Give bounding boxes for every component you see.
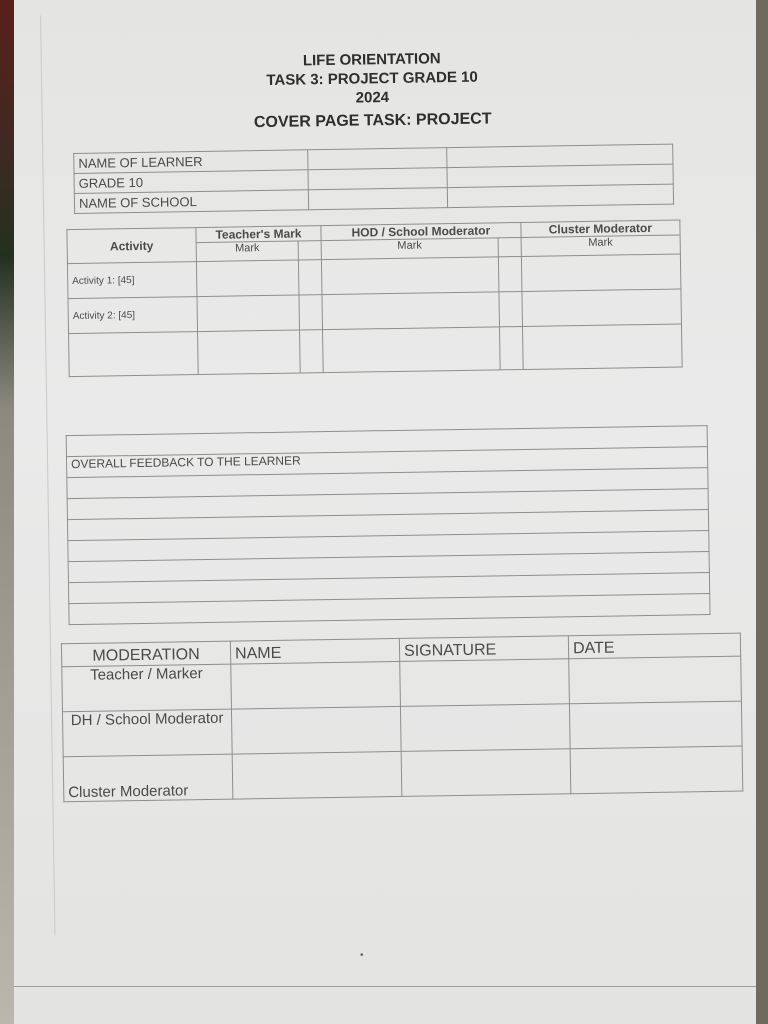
grade-label: GRADE 10 bbox=[74, 170, 308, 194]
activity-header: Activity bbox=[67, 228, 197, 264]
cover-page bbox=[40, 4, 755, 935]
feedback-title: OVERALL FEEDBACK TO THE LEARNER bbox=[66, 447, 707, 478]
date-header: DATE bbox=[568, 633, 740, 659]
hod-gap-cell bbox=[498, 237, 521, 256]
total-teacher-mark[interactable] bbox=[198, 330, 301, 375]
dh-school-moderator-label: DH / School Moderator bbox=[62, 709, 232, 757]
teacher-date-field[interactable] bbox=[569, 656, 742, 704]
learner-info-table bbox=[73, 144, 674, 214]
cover-title: COVER PAGE TASK: PROJECT bbox=[253, 110, 492, 132]
activity-2-cluster-mark[interactable] bbox=[522, 289, 682, 326]
year: 2024 bbox=[355, 89, 390, 107]
learner-name-label: NAME OF LEARNER bbox=[74, 150, 308, 174]
activity-1-hod-mark[interactable] bbox=[321, 257, 498, 295]
feedback-table bbox=[66, 425, 711, 625]
task-title: TASK 3: PROJECT GRADE 10 bbox=[266, 68, 478, 89]
cluster-signature-field[interactable] bbox=[401, 749, 571, 797]
teacher-gap-cell bbox=[298, 241, 321, 260]
gap-cell bbox=[300, 330, 324, 373]
gap-cell bbox=[299, 295, 323, 330]
grade-field[interactable] bbox=[308, 168, 447, 190]
cluster-moderator-label: Cluster Moderator bbox=[63, 754, 233, 802]
gap-cell bbox=[498, 256, 522, 291]
activity-2-hod-mark[interactable] bbox=[322, 292, 499, 330]
teacher-marker-label: Teacher / Marker bbox=[62, 664, 232, 712]
name-header: NAME bbox=[230, 638, 399, 664]
cluster-moderator-header: Cluster Moderator bbox=[521, 220, 680, 237]
gap-cell bbox=[298, 260, 322, 295]
teacher-name-field[interactable] bbox=[231, 661, 401, 709]
signature-header: SIGNATURE bbox=[399, 636, 568, 662]
moderation-header: MODERATION bbox=[61, 641, 230, 667]
hod-moderator-header: HOD / School Moderator bbox=[321, 222, 521, 240]
teacher-signature-field[interactable] bbox=[400, 659, 570, 707]
total-hod-mark[interactable] bbox=[323, 327, 500, 373]
teacher-mark-label: Mark bbox=[196, 241, 298, 262]
total-cluster-mark[interactable] bbox=[522, 324, 682, 369]
activity-1-teacher-mark[interactable] bbox=[196, 260, 299, 297]
cluster-mark-label: Mark bbox=[521, 235, 681, 256]
total-row bbox=[69, 324, 683, 377]
cluster-name-field[interactable] bbox=[232, 751, 402, 799]
gap-cell bbox=[499, 291, 523, 326]
total-label-cell bbox=[69, 332, 199, 377]
subject-title: LIFE ORIENTATION bbox=[302, 50, 441, 70]
moderation-row bbox=[63, 746, 743, 802]
page-mark: • bbox=[360, 950, 364, 961]
dh-signature-field[interactable] bbox=[400, 704, 570, 752]
school-name-label: NAME OF SCHOOL bbox=[74, 190, 308, 214]
activity-1-cluster-mark[interactable] bbox=[521, 254, 681, 291]
dh-name-field[interactable] bbox=[231, 706, 401, 754]
activity-2-teacher-mark[interactable] bbox=[197, 295, 300, 332]
gap-cell bbox=[499, 326, 523, 369]
school-name-field-extra[interactable] bbox=[447, 184, 673, 208]
dh-date-field[interactable] bbox=[569, 701, 742, 749]
paper-fold-line bbox=[14, 986, 756, 987]
school-name-field[interactable] bbox=[308, 188, 447, 210]
activity-1-label: Activity 1: [45] bbox=[67, 262, 197, 299]
activity-2-label: Activity 2: [45] bbox=[68, 297, 198, 334]
page-heading bbox=[42, 45, 703, 135]
cluster-date-field[interactable] bbox=[570, 746, 743, 794]
learner-name-field[interactable] bbox=[308, 148, 447, 170]
moderation-table bbox=[61, 633, 743, 803]
teacher-mark-header: Teacher's Mark bbox=[196, 226, 321, 243]
marks-table bbox=[66, 219, 682, 377]
hod-mark-label: Mark bbox=[321, 238, 498, 260]
